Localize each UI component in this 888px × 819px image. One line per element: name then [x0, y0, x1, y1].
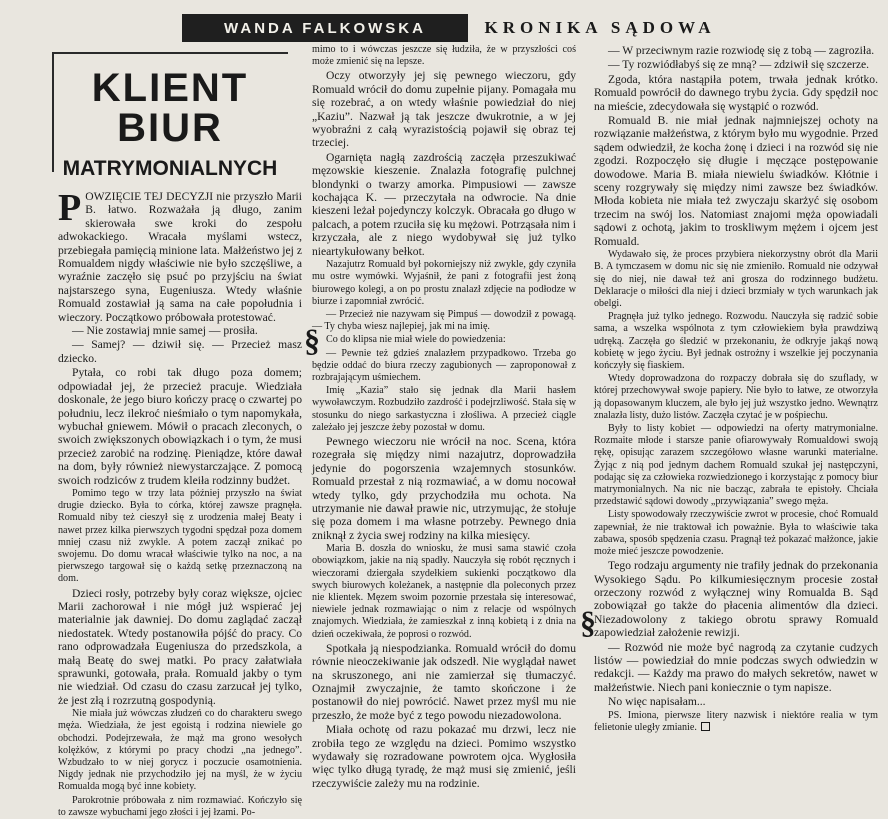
column-header [182, 14, 732, 42]
title-frame-top [52, 52, 288, 54]
paragraph: Co do klipsa nie miał wiele do powiedzenia: [326, 334, 506, 346]
intro-text: OWZIĘCIE TEJ DECYZJI nie przyszło Marii B. łatwo. Rozważała ją długo, zanim skierowała swe kroki do zespołu adwokackiego. Wracała myślami wstecz, przebiegała pamięcią minione lata. Małżeństwo jej z Romualdem nigdy właściwie nie było szczęśliwe, a wyraźnie zaczęło się psuć po przyjściu na świat najstarszego syna, Eugeniusza. Wtedy właśnie Romuald zostawiał ją sama na całe popołudnia i wieczory. Początkowo próbowała protestować. [58, 190, 302, 324]
paragraph: Pomimo tego w trzy lata później przyszło na świat drugie dziecko. Była to córka, której zawsze pragnęła. Romuald niby też cieszył się z urodzenia małej Beaty i nawet przez kilka pierwszych tygodni spędzał poza domem mniej czasu niż zwykle. A potem zaczął znikać po swojemu. Do domu wracał właściwie tylko na noc, a na pierwszego targował się o każdą setkę przeznaczoną na dom. [58, 487, 302, 585]
paragraph: Dzieci rosły, potrzeby były coraz większe, ojciec Marii zachorował i nie mógł już wspierać jej materialnie jak dawniej. Do domu zaglądać zaczął niedostatek. Wtedy postanowiła pójść do pracy. Co rano odprowadzała Eugeniusza do przedszkola, a małą Beatę do swej matki. Po pracy załatwiała sprawunki, gotowała, prała. Romuald jakby o tym nie wiedział. Od czasu do czasu zarzucał jej tylko, że jest złą i rozrzutną gospodynią. [58, 586, 302, 707]
paragraph: — Pewnie też gdzieś znalazłem przypadkowo. Trzeba go będzie oddać do biura rzeczy zagubionych — zaproponował z rozbrajającym uśmiechem. [312, 347, 576, 383]
end-mark-icon [701, 722, 710, 731]
paragraph: Pewnego wieczoru nie wrócił na noc. Scena, która rozegrała się między nimi nazajutrz, doprowadziła jedynie do pogorszenia wzajemnych stosunków. Romuald przestał z nią rozmawiać, a w domu nocował wtedy tylko, gdy przychodziła mu ochota. Na utrzymanie nie dawał prawie nic, utrzymując, że stołuje się poza domem i ma własne potrzeby. Pewnego dnia zniknął z życia swej rodziny na kilka miesięcy. [312, 434, 576, 542]
paragraph: Były to listy kobiet — odpowiedzi na oferty matrymonialne. Rozmaite młode i starsze panie ofiarowywały Romualdowi swoją rękę, opisując zarazem szczegółowo własne warunki materialne. Żyjąc z nią pod jednym dachem Romuald szukał jej następczyni, podając się za człowieka rozwiedzionego i korzystając z pomocy biur matrymonialnych. Na nic nie bacząc, zabrała te epistoły. Chciała przedstawić sądowi dowody „przywiązania” swego męża. [594, 422, 878, 508]
paragraph: No więc napisałam... [608, 695, 706, 709]
drop-cap: P [58, 187, 82, 229]
paragraph: — Ty rozwiódłabyś się ze mną? — zdziwił się szczerze. [608, 58, 870, 72]
intro-paragraph [58, 187, 302, 324]
paragraph: Miała ochotę od razu pokazać mu drzwi, lecz nie zrobiła tego ze względu na dzieci. Pomimo wszystko wydawały się rozradowane powrotem ojca. Wygłosiła więc tylko długą tyradę, że mąż musi się zmienić, jeśli rzeczywiście zależy mu na rodzinie. [312, 723, 576, 790]
paragraph: Wydawało się, że proces przybiera niekorzystny obrót dla Marii B. A tymczasem w domu nic się nie zmieniło. Romuald nie odzywał się do niej, nie dawał też ani grosza do rodzinnego budżetu. Deklaracje o miłości dla niej i dzieci brzmiały w tych warunkach jak obelgi. [594, 249, 878, 309]
column-1 [58, 187, 302, 818]
paragraph: Listy spowodowały rzeczywiście zwrot w procesie, choć Romuald zapewniał, że nie traktował ich poważnie. Była to właściwie taka zabawa, sposób spędzenia czasu. Pragnął też pokazać małżonce, jakie może mieć jeszcze powodzenie. [594, 509, 878, 557]
section-mark-1: § [304, 322, 320, 358]
paragraph: Pragnęła już tylko jednego. Rozwodu. Nauczyła się radzić sobie sama, a wszelka wspólnota z tym człowiekiem była prawdziwą udręką. Zaczęła go śledzić w przekonaniu, że odkryje jakąś nową kobietę w jego życiu. Był jednak ostrożny i wszelkie jej poczynania kończyły się fiaskiem. [594, 311, 878, 371]
paragraph: Tego rodzaju argumenty nie trafiły jednak do przekonania Wysokiego Sądu. Po kilkumiesięcznym procesie został orzeczony rozwód z wyłącznej winy Romualda B. Sąd zobowiązał go także do płacenia alimentów dla dzieci. Niezadowolony z takiego obrotu sprawy Romuald zapowiedział założenie rewizji. [594, 559, 878, 640]
paragraph: Wtedy doprowadzona do rozpaczy dobrała się do szuflady, w której przechowywał swoje papiery. Nie było to łatwe, ze otworzyła ją dopasowanym kluczem, ale było jej już wszystko jedno. Wewnątrz znalazła listy, dużo listów. Zaczęła czytać je w pośpiechu. [594, 373, 878, 421]
paragraph: — Nie zostawiaj mnie samej — prosiła. [72, 324, 258, 338]
paragraph: — W przeciwnym razie rozwiodę się z tobą — zagroziła. [608, 44, 875, 57]
postscript [594, 710, 878, 734]
paragraph: Romuald B. nie miał jednak najmniejszej ochoty na rozwiązanie małżeństwa, z którym było mu wygodnie. Przed sądem odwiedził, że kocha żonę i dzieci i na rozwód się nie zgodzi. Rozpoczęło się długie i męczące postępowanie dowodowe. Maria B. miała niewielu świadków. Kłótnie i sceny rozgrywały się między nimi zawsze bez świadków. Młoda kobieta nie miała też zwyczaju skarżyć się osobom trzecim na swój los. Natomiast znajomi męża opowiadali sądowi z ochotą, jakim to troskliwym mężem i ojcem jest Romuald. [594, 114, 878, 248]
postscript-text: PS. Imiona, pierwsze litery nazwisk i niektóre realia w tym felietonie uległy zmianie. [594, 709, 878, 733]
author-name: WANDA FALKOWSKA [182, 14, 468, 42]
paragraph: mimo to i wówczas jeszcze się łudziła, że w przyszłości coś może zmienić się na lepsze. [312, 44, 576, 68]
paragraph: Oczy otworzyły jej się pewnego wieczoru, gdy Romuald wrócił do domu zupełnie pijany. Pomagała mu się rozebrać, a on wtedy właśnie powiedział do niej „Kaziu”. Nazwał ją tak jeszcze dwukrotnie, a w jej wyobraźni z całą wyrazistością pojawił się obraz tej trzeciej. [312, 69, 576, 150]
paragraph: Nazajutrz Romuald był pokorniejszy niż zwykle, gdy czyniła mu ostre wymówki. Wyjaśnił, że pani z fotografii jest żoną biurowego kolegi, a on po prostu znalazł zdjęcie na podłodze w biurze i zapomniał zwrócić. [312, 259, 576, 307]
column-3 [594, 44, 878, 796]
paragraph: — Przecież nie nazywam się Pimpuś — dowodził z powagą. — Ty chyba wiesz najlepiej, jak mi na imię. [312, 308, 576, 333]
headline-line-1: KLIENT BIUR [91, 66, 249, 150]
headline-line-2: MATRYMONIALNYCH [62, 157, 278, 180]
paragraph: Parokrotnie próbowała z nim rozmawiać. Kończyło się to zawsze wybuchami jego złości i jej łzami. Po- [58, 794, 302, 818]
column-2 [312, 44, 576, 796]
paragraph: Spotkała ją niespodzianka. Romuald wrócił do domu równie nieoczekiwanie jak odszedł. Nie wyglądał nawet na skruszonego, ani nie zamierzał się tłumaczyć. Oznajmił zwyczajnie, że tamto skończone i że postanowił do niej powrócić. Nawet przez myśl mu nie przeszło, że może być z tego powodu niezadowolona. [312, 641, 576, 722]
paragraph: — Samej? — dziwił się. — Przecież masz dziecko. [58, 338, 302, 365]
paragraph: Zgoda, która nastąpiła potem, trwała jednak krótko. Romuald powrócił do dawnego trybu życia. Gdy spędził noc na mieście, zdecydowała się wystąpić o rozwód. [594, 72, 878, 113]
paragraph: Pytała, co robi tak długo poza domem; odpowiadał jej, że przecież pracuje. Wiedziała doskonale, że jego biuro kończy pracę o czwartej po południu, lecz ilekroć nieśmiało o tym napomykała, wybuchał gniewem. Mówił o pracach zleconych, o swoich zwiększonych obowiązkach i o tym, że musi przecież zarobić na rodzinę. Pieniądze, które dawał na dom, były również niewystarczające. Z pomocą swoich rodziców z trudem kleiła rodzinny budżet. [58, 366, 302, 487]
paragraph: Maria B. doszła do wniosku, że musi sama stawić czoła obowiązkom, jakie na nią spadły. Nauczyła się robót ręcznych i wieczorami dziergała szydełkiem sukienki początkowo dla swych biurowych koleżanek, a następnie dla poleconych przez nie klientek. Męzem swoim pozornie przestała się interesować, niewiele jednak rozmawiając o nim z relacje od wspólnych znajomych. Wiedziała, że zamieszkał z inną kobietą i z dnia na dzień oczekiwała, że poprosi o rozwód. [312, 543, 576, 640]
paragraph: — Rozwód nie może być nagrodą za czytanie cudzych listów — powiedział do mnie podczas swych odwiedzin w redakcji. — Każdy ma prawo do małych sekretów, nawet w małżeństwie. Niech pani koniecznie o tym napisze. [594, 640, 878, 694]
paragraph: Ogarnięta nagłą zazdrością zaczęła przeszukiwać męzowskie kieszenie. Znalazła fotografię pulchnej blondynki o twarzy amorka. Pimpusiowi — zawsze kochająca K. — przeczytała na odwrocie. Na dnie kieszeni leżał pojedynczy kolczyk. Obracała go długo w palcach, a potem rzuciła się ku mężowi. Potrząsała nim i krzyczała, ale z niego wydobywał się już tylko nieartykułowany bełkot. [312, 150, 576, 258]
section-mark-2: § [580, 604, 596, 640]
paragraph: Imię „Kazia” stało się jednak dla Marii hasłem wywoławczym. Rozbudziło zazdrość i podejrzliwość. Stała się w stosunku do niego sarkastyczna i złośliwa. A przecież ciągle zależało jej jeszcze żeby pozostał w domu. [312, 385, 576, 433]
title-frame-left [52, 52, 54, 172]
paragraph: Nie miała już wówczas złudzeń co do charakteru swego męża. Wiedziała, że jest egoistą i rodzina niewiele go obchodzi. Podejrzewała, że mąż ma grono wesołych kolężków, z którymi po pracy chodzi „na jednego”. Wzbudzało to w niej gorycz i poczucie osamotnienia. Nigdy jednak nie przychodziło jej na myśl, że w życiu Romualda mogą być inne kobiety. [58, 708, 302, 793]
rubric-title: KRONIKA SĄDOWA [484, 18, 716, 37]
article-headline [58, 66, 282, 180]
